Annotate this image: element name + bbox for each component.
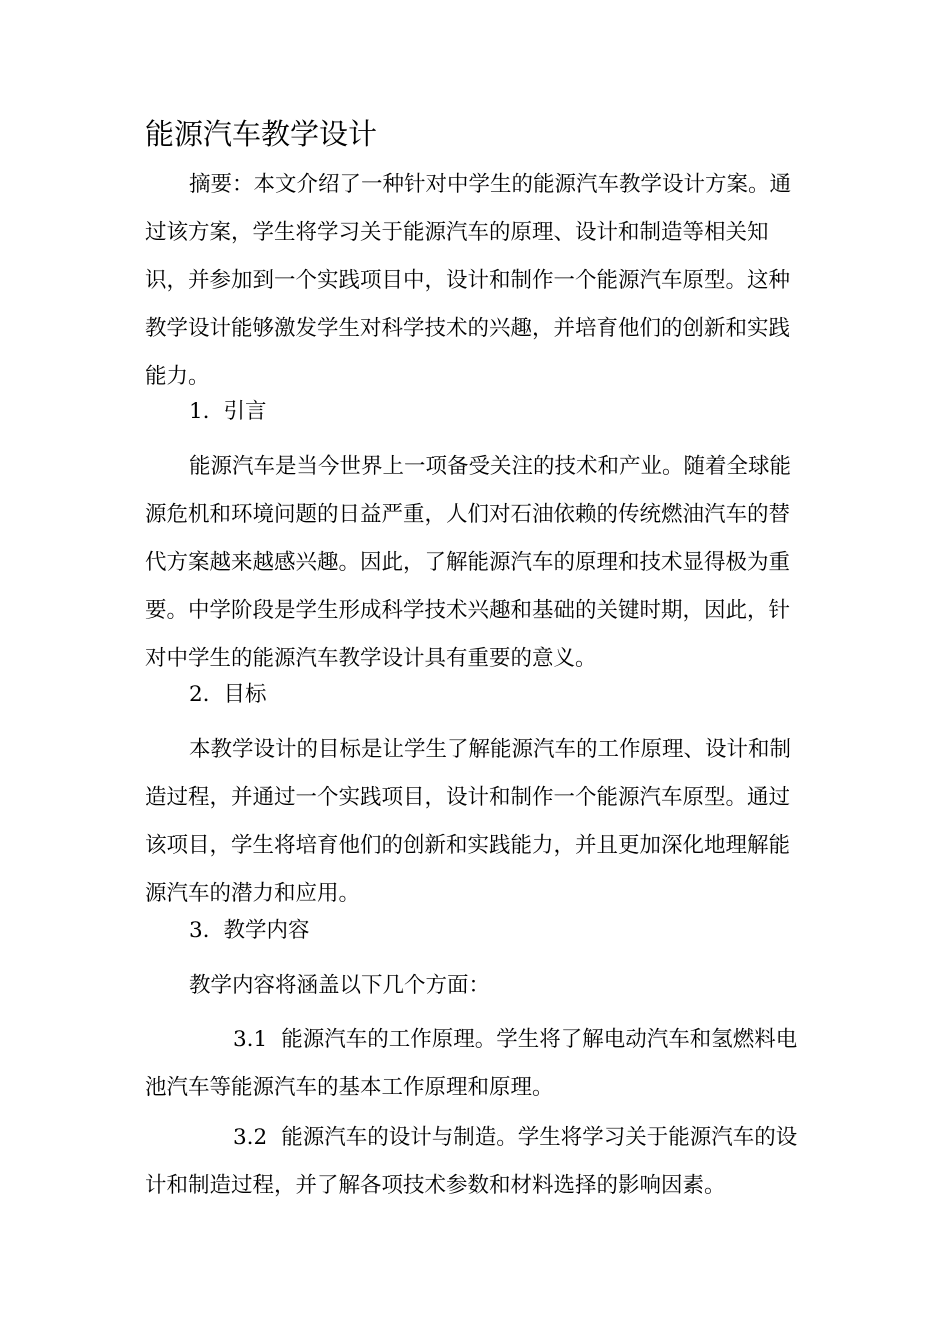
subsection-3-1-text: 能源汽车的工作原理。学生将了解电动汽车和氢燃料电池汽车等能源汽车的基本工作原理和原理。 <box>145 1027 798 1100</box>
section-1-title: 引言 <box>223 399 267 424</box>
section-2-number: 2. <box>189 682 210 707</box>
subsection-3-1-paragraph <box>145 1016 805 1112</box>
section-1-paragraph: 能源汽车是当今世界上一项备受关注的技术和产业。随着全球能源危机和环境问题的日益严重，人们对石油依赖的传统燃油汽车的替代方案越来越感兴趣。因此，了解能源汽车的原理和技术显得极为重要。中学阶段是学生形成科学技术兴趣和基础的关键时期，因此，针对中学生的能源汽车教学设计具有重要的意义。 <box>145 454 792 671</box>
section-1-number: 1. <box>189 399 210 424</box>
section-3-heading <box>189 907 310 955</box>
subsection-3-2-text: 能源汽车的设计与制造。学生将学习关于能源汽车的设计和制造过程，并了解各项技术参数和材料选择的影响因素。 <box>145 1125 798 1198</box>
section-3-title: 教学内容 <box>223 918 310 943</box>
section-1-heading <box>189 388 267 436</box>
section-2-title: 目标 <box>223 682 267 707</box>
abstract-paragraph: 摘要：本文介绍了一种针对中学生的能源汽车教学设计方案。通过该方案，学生将学习关于能源汽车的原理、设计和制造等相关知识，并参加到一个实践项目中，设计和制作一个能源汽车原型。这种教学设计能够激发学生对科学技术的兴趣，并培育他们的创新和实践能力。 <box>145 172 792 389</box>
subsection-3-2-number: 3.2 <box>233 1125 268 1150</box>
section-3-intro-paragraph: 教学内容将涵盖以下几个方面： <box>189 973 491 998</box>
subsection-3-2-paragraph <box>145 1114 805 1210</box>
section-2-heading <box>189 671 267 719</box>
subsection-3-1-number: 3.1 <box>233 1027 268 1052</box>
section-3-number: 3. <box>189 918 210 943</box>
document-title: 能源汽车教学设计 <box>145 117 378 151</box>
section-2-paragraph: 本教学设计的目标是让学生了解能源汽车的工作原理、设计和制造过程，并通过一个实践项目，设计和制作一个能源汽车原型。通过该项目，学生将培育他们的创新和实践能力，并且更加深化地理解能源汽车的潜力和应用。 <box>145 737 792 906</box>
